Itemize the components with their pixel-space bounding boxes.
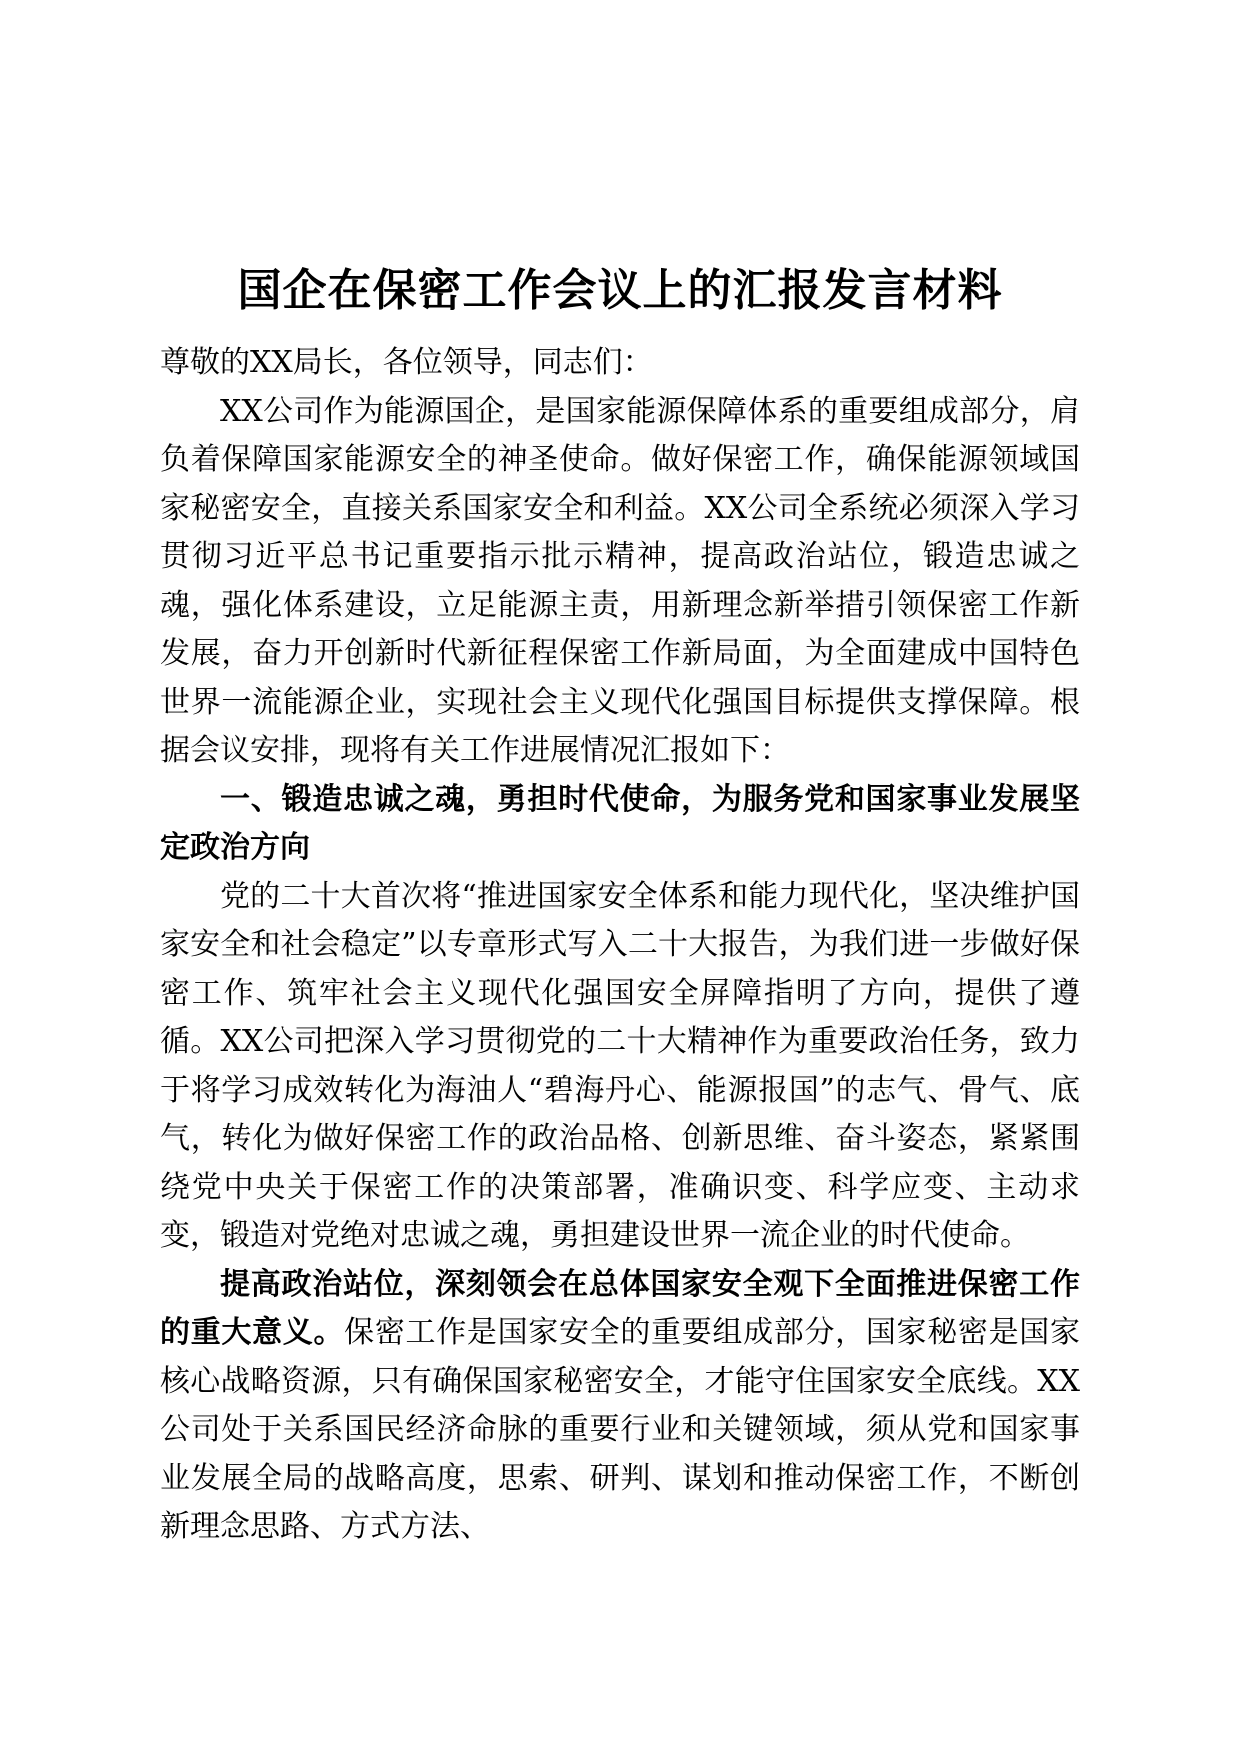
section-paragraph-1: 党的二十大首次将“推进国家安全体系和能力现代化，坚决维护国家安全和社会稳定”以专章形式写入二十大报告，为我们进一步做好保密工作、筑牢社会主义现代化强国安全屏障指明了方向，提供了遵循。XX公司把深入学习贯彻党的二十大精神作为重要政治任务，致力于将学习成效转化为海油人“碧海丹心、能源报国”的志气、骨气、底气，转化为做好保密工作的政治品格、创新思维、奋斗姿态，紧紧围绕党中央关于保密工作的决策部署，准确识变、科学应变、主动求变，锻造对党绝对忠诚之魂，勇担建设世界一流企业的时代使命。 [160,878,1080,1253]
document-body [160,339,1080,1552]
subsection-paragraph-1 [160,1261,1080,1552]
subsection-lead-bold: 提高政治站位，深刻领会在总体国家安全观下全面推进保密工作的重大意义。 [160,1266,1080,1350]
subsection-text: 保密工作是国家安全的重要组成部分，国家秘密是国家核心战略资源，只有确保国家秘密安全，才能守住国家安全底线。XX公司处于关系国民经济命脉的重要行业和关键领域，须从党和国家事业发展全局的战略高度，思索、研判、谋划和推动保密工作，不断创新理念思路、方式方法、 [160,1315,1081,1544]
intro-paragraph: XX公司作为能源国企，是国家能源保障体系的重要组成部分，肩负着保障国家能源安全的神圣使命。做好保密工作，确保能源领域国家秘密安全，直接关系国家安全和利益。XX公司全系统必须深入学习贯彻习近平总书记重要指示批示精神，提高政治站位，锻造忠诚之魂，强化体系建设，立足能源主责，用新理念新举措引领保密工作新发展，奋力开创新时代新征程保密工作新局面，为全面建成中国特色世界一流能源企业，实现社会主义现代化强国目标提供支撑保障。根据会议安排，现将有关工作进展情况汇报如下： [160,393,1080,768]
document-title: 国企在保密工作会议上的汇报发言材料 [237,265,1003,317]
salutation: 尊敬的XX局长，各位领导，同志们： [160,345,653,380]
section-heading-1: 一、锻造忠诚之魂，勇担时代使命，为服务党和国家事业发展坚定政治方向 [160,781,1080,865]
